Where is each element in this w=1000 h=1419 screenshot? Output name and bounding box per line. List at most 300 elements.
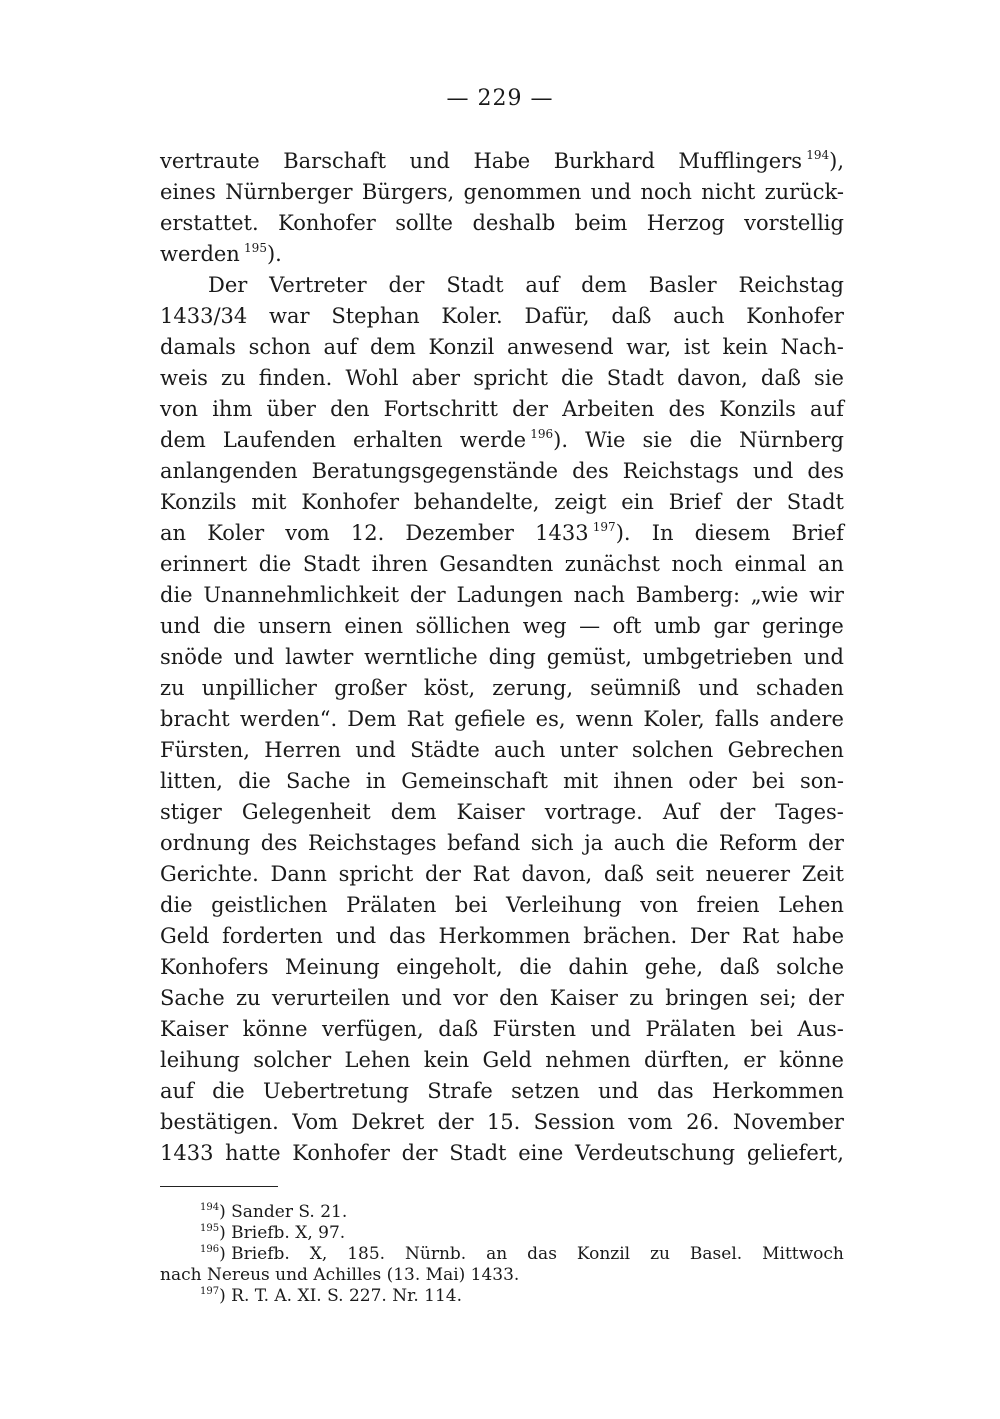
word: und xyxy=(401,986,442,1010)
word: Auf xyxy=(662,800,700,824)
word: Barschaft xyxy=(283,149,387,173)
word: Fürsten xyxy=(492,1017,576,1041)
word: Reichstages xyxy=(307,831,437,855)
word: davon, xyxy=(521,862,593,886)
word: Konzil xyxy=(576,1244,631,1264)
word: Ladungen xyxy=(456,583,563,607)
word: dem xyxy=(160,428,206,452)
text-line xyxy=(160,828,844,859)
word: ja xyxy=(584,831,604,855)
word: dahin xyxy=(568,955,629,979)
word: falls xyxy=(714,707,760,731)
word: vertraute xyxy=(160,149,260,173)
word: spricht xyxy=(473,366,548,390)
word: 1433 xyxy=(160,1141,214,1165)
word: des xyxy=(807,459,844,483)
word: solchen xyxy=(631,738,714,762)
word: erinnert xyxy=(160,552,248,576)
word: Gelegenheit xyxy=(241,800,371,824)
word: sei; xyxy=(759,986,797,1010)
word: daß xyxy=(603,862,644,886)
main-body-text xyxy=(160,146,844,1169)
word: Gebrechen xyxy=(727,738,844,762)
text-line xyxy=(160,1076,844,1107)
word: geringe xyxy=(761,614,844,638)
word: Vom xyxy=(292,1110,338,1134)
word: der xyxy=(401,1141,438,1165)
word: Rat xyxy=(742,924,780,948)
word: erhalten xyxy=(353,428,443,452)
word: zu xyxy=(629,986,654,1010)
word: und xyxy=(590,1017,631,1041)
word: genommen xyxy=(463,180,582,204)
word: — xyxy=(579,614,601,638)
word: 185. xyxy=(347,1244,386,1264)
word: Konhofer xyxy=(292,1141,390,1165)
word: zeigt xyxy=(554,490,607,514)
word: setzen xyxy=(511,1079,580,1103)
word: Rat xyxy=(406,707,444,731)
word: X, xyxy=(309,1244,328,1264)
text-line xyxy=(160,301,844,332)
word: Session xyxy=(533,1110,615,1134)
word: Wie xyxy=(585,428,626,452)
word: der xyxy=(388,273,425,297)
word: dem xyxy=(581,273,627,297)
word: daß xyxy=(760,366,801,390)
footnote-reference: 197 xyxy=(592,520,616,534)
word: auch xyxy=(673,304,725,328)
word: Geld xyxy=(482,1048,532,1072)
word: sollte xyxy=(395,211,453,235)
word: Laufenden xyxy=(222,428,336,452)
word: weg xyxy=(522,614,567,638)
word: der xyxy=(808,831,844,855)
word: Konzils xyxy=(719,397,796,421)
word: verurteilen xyxy=(271,986,391,1010)
word: behandelte, xyxy=(413,490,540,514)
word: eingeholt, xyxy=(396,955,503,979)
word: Beratungsgegenstände xyxy=(311,459,559,483)
word: wenn xyxy=(575,707,634,731)
word: einmal xyxy=(734,552,807,576)
word: war, xyxy=(626,335,672,359)
word: Koler. xyxy=(441,304,503,328)
word: Verdeutschung xyxy=(575,1141,736,1165)
word: Herkommen xyxy=(438,924,571,948)
word: Mufflingers $^{194}$), xyxy=(678,148,844,173)
footnote-text: Briefb. X, 97. xyxy=(231,1223,346,1243)
word: spricht xyxy=(338,862,414,886)
word: zunächst xyxy=(564,552,660,576)
word: zu xyxy=(235,986,261,1010)
word: zerung, xyxy=(492,676,573,700)
word: war xyxy=(269,304,310,328)
word: $^{196}$) Briefb. xyxy=(200,1244,290,1264)
word: 15. xyxy=(486,1110,521,1134)
word: werntliche xyxy=(364,645,478,669)
word: Habe xyxy=(473,149,531,173)
word: Gesandten xyxy=(439,552,554,576)
word: son- xyxy=(799,769,844,793)
word: kein xyxy=(423,1048,470,1072)
text-line xyxy=(160,766,844,797)
word: ding xyxy=(488,645,536,669)
word: großer xyxy=(334,676,407,700)
word: noch xyxy=(640,180,692,204)
word: gar xyxy=(713,614,750,638)
word: ihren xyxy=(371,552,428,576)
word: und xyxy=(409,149,450,173)
word: von xyxy=(640,893,679,917)
word: Basel. xyxy=(689,1244,743,1264)
footnote-text: Sander S. 21. xyxy=(231,1202,348,1222)
word: unsern xyxy=(258,614,332,638)
footnote-number: 194 xyxy=(200,1202,220,1213)
word: Meinung xyxy=(285,955,380,979)
word: Reichstags xyxy=(622,459,739,483)
word: unpillicher xyxy=(201,676,317,700)
word: Geld xyxy=(160,924,210,948)
word: seümniß xyxy=(590,676,682,700)
word: Brief xyxy=(668,490,722,514)
word: auch xyxy=(494,738,546,762)
text-line xyxy=(160,270,844,301)
word: finden. xyxy=(258,366,333,390)
word: vom xyxy=(628,1110,673,1134)
word: Dekret xyxy=(351,1110,425,1134)
word: werde $^{196}$). xyxy=(459,427,569,452)
word: den xyxy=(499,986,539,1010)
word: andere xyxy=(769,707,844,731)
word: bestätigen. xyxy=(160,1110,279,1134)
word: die xyxy=(238,769,271,793)
word: söllichen xyxy=(415,614,511,638)
word: snöde xyxy=(160,645,223,669)
word: seit xyxy=(655,862,694,886)
word: beim xyxy=(574,211,628,235)
word: umbgetrieben xyxy=(642,645,793,669)
word: der xyxy=(719,800,756,824)
word: hatte xyxy=(225,1141,281,1165)
word: mit xyxy=(563,769,599,793)
word: sie xyxy=(642,428,673,452)
word: schon xyxy=(248,335,311,359)
word: wir xyxy=(809,583,844,607)
text-line xyxy=(160,363,844,394)
word: bei xyxy=(752,769,785,793)
word: geistlichen xyxy=(211,893,328,917)
footnote-text: R. T. A. XI. S. 227. Nr. 114. xyxy=(231,1286,463,1306)
word: stiger xyxy=(160,800,222,824)
text-line xyxy=(160,735,844,766)
word: eine xyxy=(518,1141,564,1165)
text-line xyxy=(160,146,844,177)
word: 1433 $^{197}$). xyxy=(535,520,631,545)
word: oft xyxy=(612,614,642,638)
word: und xyxy=(598,1079,639,1103)
footnote-196-continued: nach Nereus und Achilles (13. Mai) 1433. xyxy=(160,1265,520,1285)
word: befand xyxy=(447,831,521,855)
word: an xyxy=(486,1244,508,1264)
text-line xyxy=(160,611,844,642)
word: Rat xyxy=(472,862,510,886)
word: forderten xyxy=(222,924,323,948)
word: die xyxy=(258,552,292,576)
text-line xyxy=(160,797,844,828)
word: bracht xyxy=(160,707,230,731)
text-line xyxy=(160,1014,844,1045)
word: sie xyxy=(814,366,844,390)
word: Prälaten xyxy=(645,1017,736,1041)
word: Konzil xyxy=(428,335,495,359)
word: lawter xyxy=(285,645,354,669)
word: Tages- xyxy=(775,800,844,824)
footnote-196 xyxy=(160,1244,844,1265)
word: litten, xyxy=(160,769,223,793)
word: des xyxy=(572,459,609,483)
word: die xyxy=(160,893,193,917)
footnote-number: 196 xyxy=(200,1244,220,1255)
word: solche xyxy=(776,955,844,979)
word: zu xyxy=(221,366,246,390)
word: Fortschritt xyxy=(383,397,498,421)
word: Gemeinschaft xyxy=(401,769,548,793)
word: anwesend xyxy=(506,335,614,359)
word: zu xyxy=(650,1244,670,1264)
word: nehmen xyxy=(545,1048,631,1072)
word: brächen. xyxy=(583,924,678,948)
word: dürften, xyxy=(644,1048,730,1072)
word: Prälaten xyxy=(346,893,437,917)
word: schaden xyxy=(755,676,844,700)
word: freien xyxy=(696,893,760,917)
text-line xyxy=(160,456,844,487)
word: Konzils xyxy=(160,490,237,514)
word: deshalb xyxy=(472,211,556,235)
word: bei xyxy=(750,1017,783,1041)
word: daß xyxy=(611,304,652,328)
word: daß xyxy=(438,1017,479,1041)
word: Konhofers xyxy=(160,955,269,979)
text-line xyxy=(160,332,844,363)
word: die xyxy=(212,614,246,638)
word: Fürsten, xyxy=(160,738,250,762)
word: Burkhard xyxy=(553,149,655,173)
word: nach xyxy=(573,583,625,607)
word: auf xyxy=(160,1079,194,1103)
word: leihung xyxy=(160,1048,240,1072)
text-line xyxy=(160,425,844,456)
word: umb xyxy=(653,614,701,638)
word: Uebertretung xyxy=(263,1079,409,1103)
word: Kaiser xyxy=(160,1017,229,1041)
word: vorstellig xyxy=(744,211,844,235)
word: gefiele xyxy=(454,707,526,731)
word: Koler, xyxy=(643,707,705,731)
word: Städte xyxy=(410,738,480,762)
word: kein xyxy=(722,335,768,359)
footnote-reference: 194 xyxy=(806,148,830,162)
word: Aus- xyxy=(797,1017,844,1041)
word: Stadt xyxy=(449,1141,507,1165)
word: diesem xyxy=(694,521,771,545)
word: anlangenden xyxy=(160,459,298,483)
word: Sache xyxy=(285,769,351,793)
word: dem xyxy=(390,800,437,824)
word: 26. xyxy=(686,1110,720,1134)
word: eines xyxy=(160,180,216,204)
text-line xyxy=(160,890,844,921)
word: das xyxy=(388,924,426,948)
word: November xyxy=(732,1110,844,1134)
footnote-194: $^{194}$) Sander S. 21. xyxy=(200,1202,348,1222)
word: zu xyxy=(160,676,185,700)
page-number-header: — 229 — xyxy=(446,86,554,111)
word: Stadt xyxy=(302,552,361,576)
word: Bamberg: xyxy=(635,583,741,607)
word: vor xyxy=(453,986,488,1010)
word: die xyxy=(519,955,552,979)
word: von xyxy=(160,397,199,421)
footnote-number: 197 xyxy=(200,1286,220,1297)
word: Dem xyxy=(347,707,397,731)
word: an xyxy=(160,521,187,545)
word: daß xyxy=(719,955,760,979)
word: Basler xyxy=(648,273,717,297)
word: Stephan xyxy=(331,304,420,328)
word: und xyxy=(590,180,632,204)
word: die xyxy=(675,831,709,855)
word: 1433/34 xyxy=(160,304,248,328)
word: Zeit xyxy=(801,862,844,886)
word: Lehen xyxy=(344,1048,411,1072)
word: Stadt xyxy=(446,273,504,297)
word: 12. xyxy=(350,521,385,545)
word: Mittwoch xyxy=(762,1244,844,1264)
text-line xyxy=(160,208,844,239)
word: auf xyxy=(323,335,358,359)
word: gemüst, xyxy=(546,645,632,669)
word: der xyxy=(808,986,844,1010)
word: die xyxy=(561,366,594,390)
word: Herren xyxy=(264,738,342,762)
word: Dafür, xyxy=(524,304,590,328)
word: unter xyxy=(559,738,618,762)
word: Konhofer xyxy=(278,211,376,235)
text-line xyxy=(160,580,844,611)
word: erstattet. xyxy=(160,211,259,235)
word: Konhofer xyxy=(301,490,400,514)
word: bei xyxy=(454,893,488,917)
word: Herzog xyxy=(646,211,725,235)
word: zurück- xyxy=(764,180,844,204)
text-line xyxy=(160,673,844,704)
footnote-195: $^{195}$) Briefb. X, 97. xyxy=(200,1223,346,1243)
word: ist xyxy=(683,335,710,359)
word: der xyxy=(736,490,772,514)
word: Reform xyxy=(718,831,798,855)
text-line xyxy=(160,487,844,518)
footnote-separator xyxy=(160,1186,278,1187)
word: Kaiser xyxy=(456,800,525,824)
word: sich xyxy=(530,831,574,855)
word: Herkommen xyxy=(712,1079,844,1103)
word: Strafe xyxy=(427,1079,493,1103)
word: In xyxy=(651,521,674,545)
word: Stadt xyxy=(786,490,844,514)
word: Nürnb. xyxy=(405,1244,467,1264)
word: Koler xyxy=(207,521,265,545)
text-line xyxy=(160,704,844,735)
word: davon, xyxy=(677,366,748,390)
word: köst, xyxy=(423,676,476,700)
word: und xyxy=(803,645,844,669)
word: „wie xyxy=(750,583,799,607)
word: einen xyxy=(344,614,403,638)
word: ihm xyxy=(212,397,253,421)
word: Kaiser xyxy=(549,986,618,1010)
text-line xyxy=(160,239,844,270)
word: Unannehmlichkeit xyxy=(203,583,400,607)
word: er xyxy=(743,1048,766,1072)
word: Verleihung xyxy=(506,893,622,917)
word: Wohl xyxy=(345,366,399,390)
word: Nach- xyxy=(780,335,844,359)
text-line xyxy=(160,952,844,983)
word: Arbeiten xyxy=(562,397,655,421)
word: solcher xyxy=(253,1048,332,1072)
word: das xyxy=(656,1079,694,1103)
word: ordnung xyxy=(160,831,251,855)
word: werden“. xyxy=(239,707,338,731)
text-line xyxy=(160,983,844,1014)
text-line xyxy=(160,1045,844,1076)
word: Gerichte. xyxy=(160,862,259,886)
word: der xyxy=(409,583,446,607)
word: damals xyxy=(160,335,236,359)
word: die xyxy=(160,583,193,607)
text-line xyxy=(160,642,844,673)
word: Reichstag xyxy=(738,273,844,297)
word: aber xyxy=(411,366,461,390)
word: bringen xyxy=(665,986,749,1010)
word: des xyxy=(668,397,706,421)
word: und xyxy=(355,738,396,762)
word: Vertreter xyxy=(269,273,367,297)
word: an xyxy=(817,552,844,576)
word: über xyxy=(266,397,316,421)
word: und xyxy=(160,614,201,638)
word: des xyxy=(260,831,298,855)
word: nicht xyxy=(701,180,756,204)
text-line xyxy=(160,177,844,208)
word: den xyxy=(330,397,370,421)
word: Der xyxy=(208,273,248,297)
word: dem xyxy=(370,335,416,359)
text-line xyxy=(160,549,844,580)
footnotes xyxy=(160,1202,844,1307)
footnote-reference: 195 xyxy=(244,241,267,255)
text-line xyxy=(160,394,844,425)
word: auch xyxy=(613,831,666,855)
word: und xyxy=(335,924,377,948)
word: Konhofer xyxy=(746,304,844,328)
word: noch xyxy=(671,552,723,576)
word: in xyxy=(365,769,387,793)
word: der xyxy=(437,1110,474,1134)
word: und xyxy=(233,645,275,669)
